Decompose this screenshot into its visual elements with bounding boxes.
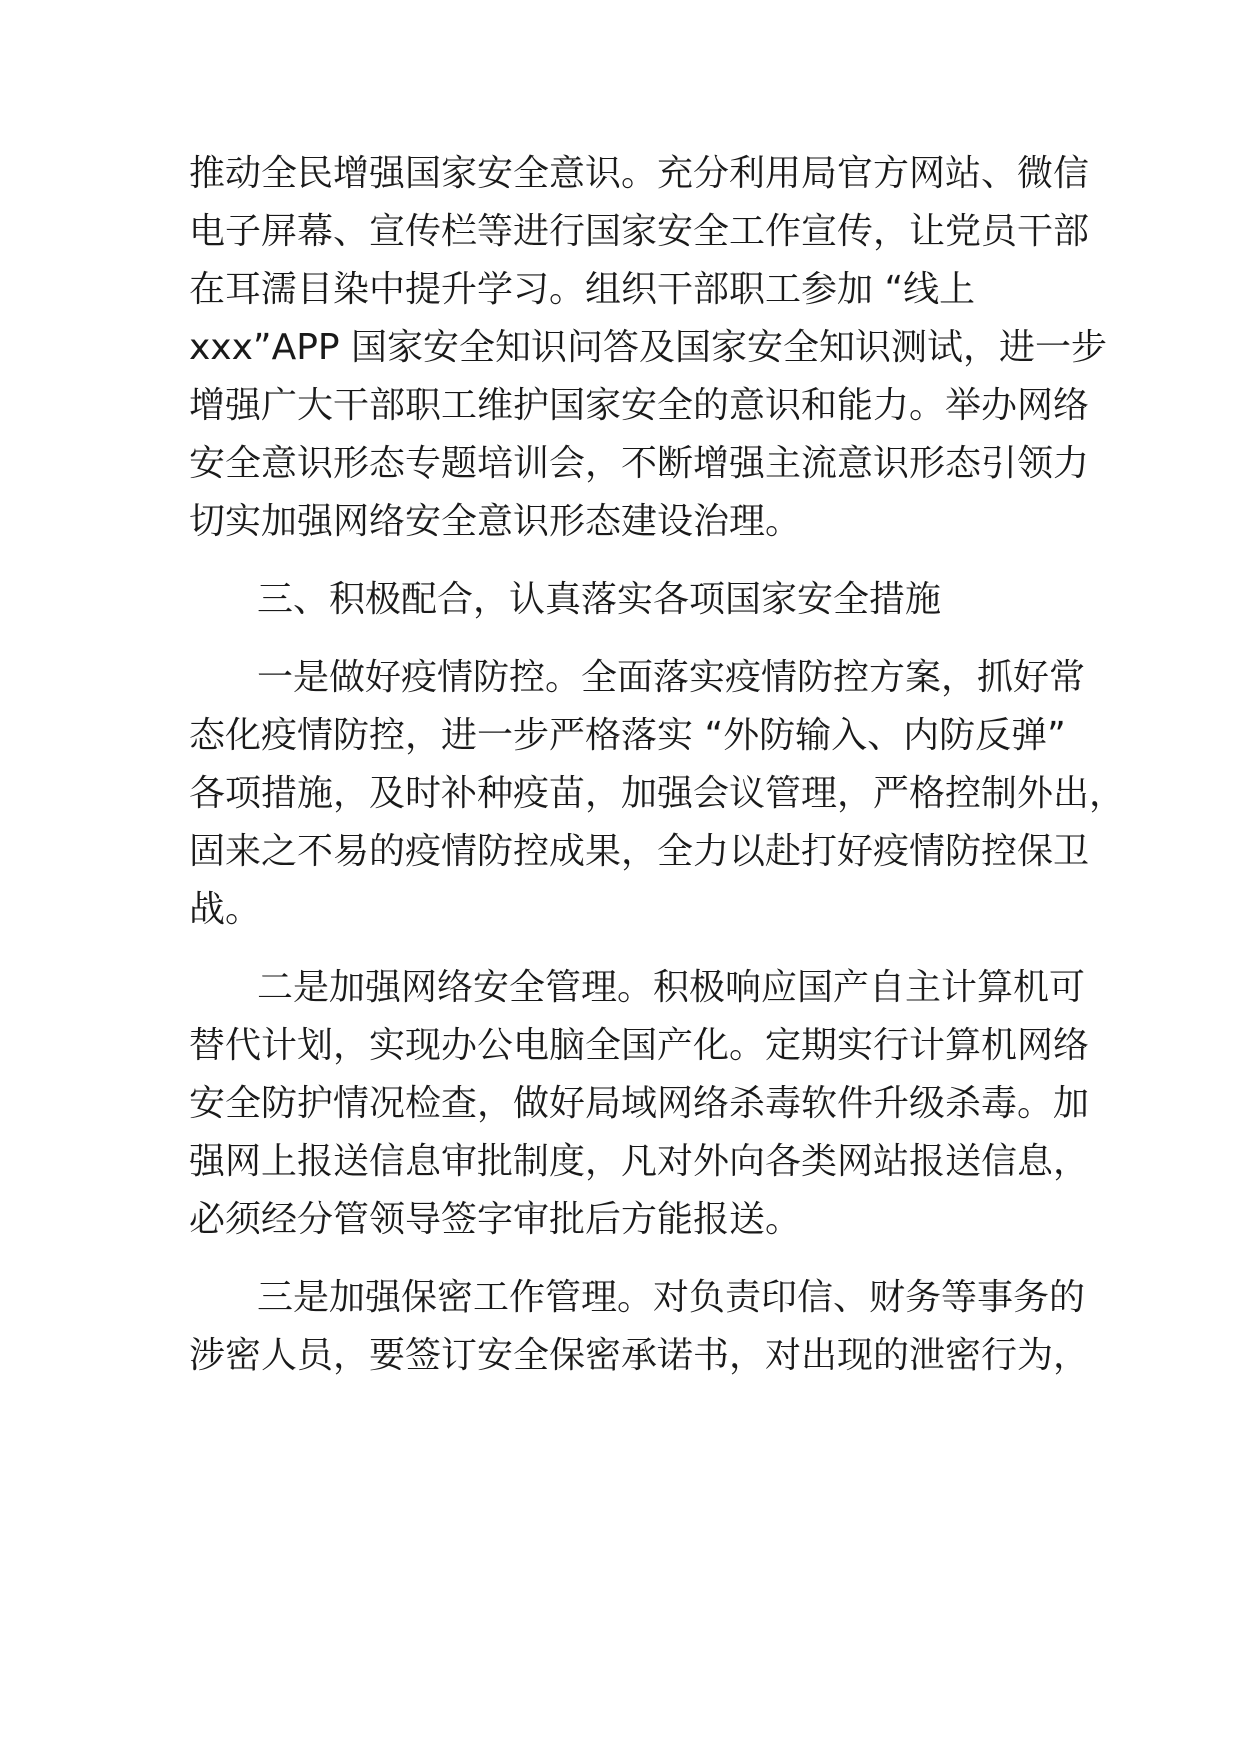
- text-line: 战。: [189, 889, 262, 930]
- text-line: 在耳濡目染中提升学习。组织干部职工参加 “线上: [189, 269, 976, 310]
- text-line: 二是加强网络安全管理。积极响应国产自主计算机可: [257, 967, 1086, 1008]
- text-line: 推动全民增强国家安全意识。充分利用局官方网站、微信: [189, 153, 1090, 194]
- text-line: 态化疫情防控，进一步严格落实 “外防输入、内防反弹”: [189, 715, 1066, 756]
- text-line: 强网上报送信息审批制度，凡对外向各类网站报送信息，: [189, 1141, 1090, 1182]
- text-line: 切实加强网络安全意识形态建设治理。: [189, 501, 802, 542]
- text-line: 三是加强保密工作管理。对负责印信、财务等事务的: [257, 1277, 1086, 1318]
- text-line: 各项措施，及时补种疫苗，加强会议管理，严格控制外出，: [189, 773, 1126, 814]
- text-line: 必须经分管领导签字审批后方能报送。: [189, 1199, 802, 1240]
- text-line: 安全意识形态专题培训会，不断增强主流意识形态引领力: [189, 443, 1090, 484]
- text-line: xxx”APP 国家安全知识问答及国家安全知识测试，进一步: [189, 327, 1108, 368]
- text-line: 固来之不易的疫情防控成果，全力以赴打好疫情防控保卫: [189, 831, 1090, 872]
- text-line: 替代计划，实现办公电脑全国产化。定期实行计算机网络: [189, 1025, 1090, 1066]
- text-line: 一是做好疫情防控。全面落实疫情防控方案，抓好常: [257, 657, 1086, 698]
- text-line: 涉密人员，要签订安全保密承诺书，对出现的泄密行为，: [189, 1335, 1090, 1376]
- text-line: 增强广大干部职工维护国家安全的意识和能力。举办网络: [189, 385, 1090, 426]
- section-heading-text: 三、积极配合，认真落实各项国家安全措施: [257, 579, 942, 620]
- text-line: 安全防护情况检查，做好局域网络杀毒软件升级杀毒。加: [189, 1083, 1090, 1124]
- text-line: 电子屏幕、宣传栏等进行国家安全工作宣传，让党员干部: [189, 211, 1090, 252]
